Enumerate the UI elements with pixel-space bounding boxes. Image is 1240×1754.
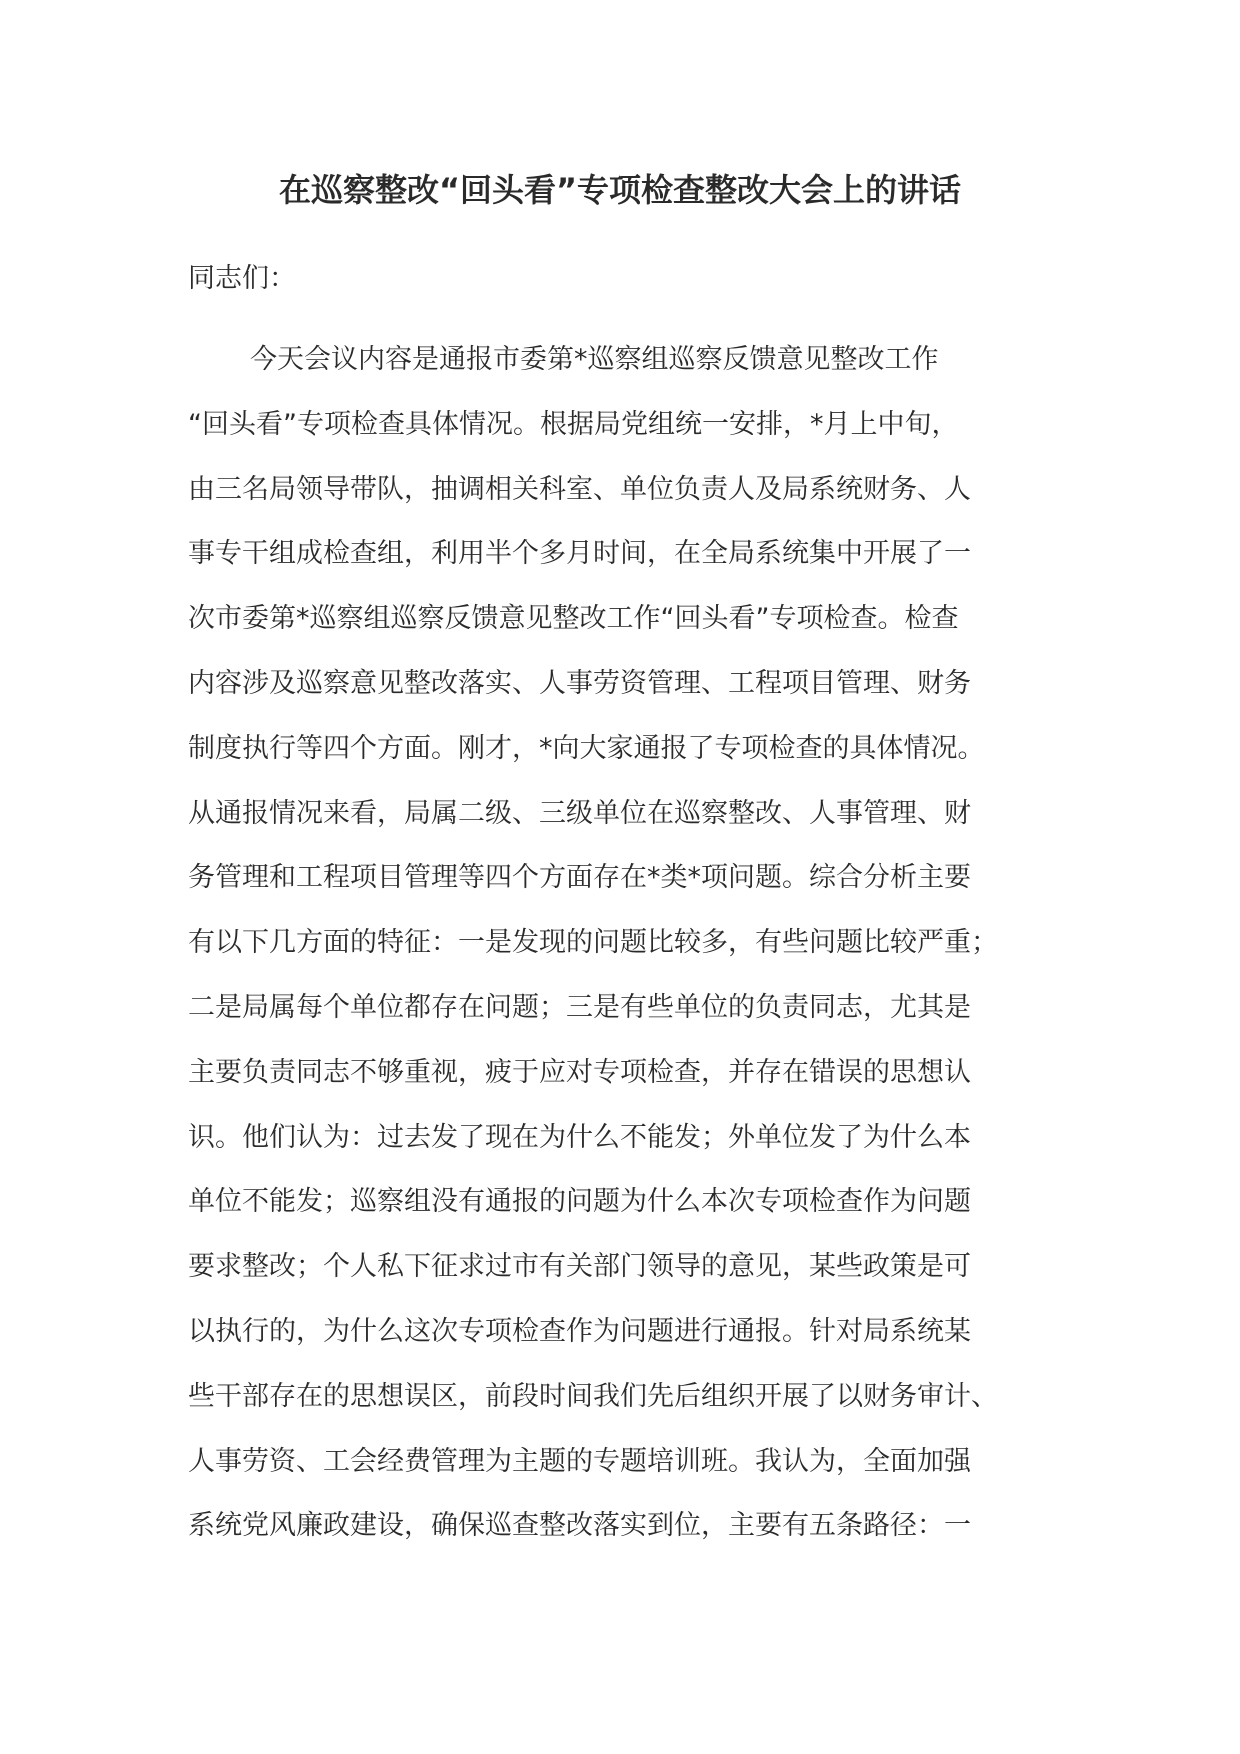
paragraph-line: 些干部存在的思想误区，前段时间我们先后组织开展了以财务审计、	[188, 1380, 998, 1412]
paragraph-line: 以执行的，为什么这次专项检查作为问题进行通报。针对局系统某	[188, 1316, 971, 1347]
paragraph-line: 今天会议内容是通报市委第*巡察组巡察反馈意见整改工作	[250, 344, 939, 375]
paragraph-line: 内容涉及巡察意见整改落实、人事劳资管理、工程项目管理、财务	[188, 668, 971, 699]
salutation: 同志们：	[188, 263, 296, 294]
paragraph-line: 次市委第*巡察组巡察反馈意见整改工作“回头看”专项检查。检查	[188, 603, 959, 635]
paragraph-line: 从通报情况来看，局属二级、三级单位在巡察整改、人事管理、财	[188, 797, 971, 829]
paragraph-line: 主要负责同志不够重视，疲于应对专项检查，并存在错误的思想认	[188, 1056, 971, 1088]
paragraph-line: 要求整改；个人私下征求过市有关部门领导的意见，某些政策是可	[188, 1251, 971, 1283]
paragraph-line: 人事劳资、工会经费管理为主题的专题培训班。我认为，全面加强	[188, 1445, 971, 1477]
paragraph-line: 有以下几方面的特征：一是发现的问题比较多，有些问题比较严重；	[188, 927, 998, 959]
paragraph-line: 事专干组成检查组，利用半个多月时间，在全局系统集中开展了一	[188, 538, 971, 570]
paragraph-line: 二是局属每个单位都存在问题；三是有些单位的负责同志，尤其是	[188, 992, 971, 1023]
paragraph-line: 制度执行等四个方面。刚才，*向大家通报了专项检查的具体情况。	[188, 732, 985, 764]
paragraph-line: 识。他们认为：过去发了现在为什么不能发；外单位发了为什么本	[188, 1121, 971, 1153]
paragraph-line: 由三名局领导带队，抽调相关科室、单位负责人及局系统财务、人	[188, 473, 971, 505]
paragraph-line: 务管理和工程项目管理等四个方面存在*类*项问题。综合分析主要	[188, 862, 971, 894]
paragraph-line: “回头看”专项检查具体情况。根据局党组统一安排，*月上中旬，	[188, 408, 959, 440]
paragraph-line: 单位不能发；巡察组没有通报的问题为什么本次专项检查作为问题	[188, 1186, 971, 1218]
document-title: 在巡察整改“回头看”专项检查整改大会上的讲话	[278, 171, 962, 209]
paragraph-line: 系统党风廉政建设，确保巡查整改落实到位，主要有五条路径：一	[188, 1510, 971, 1542]
